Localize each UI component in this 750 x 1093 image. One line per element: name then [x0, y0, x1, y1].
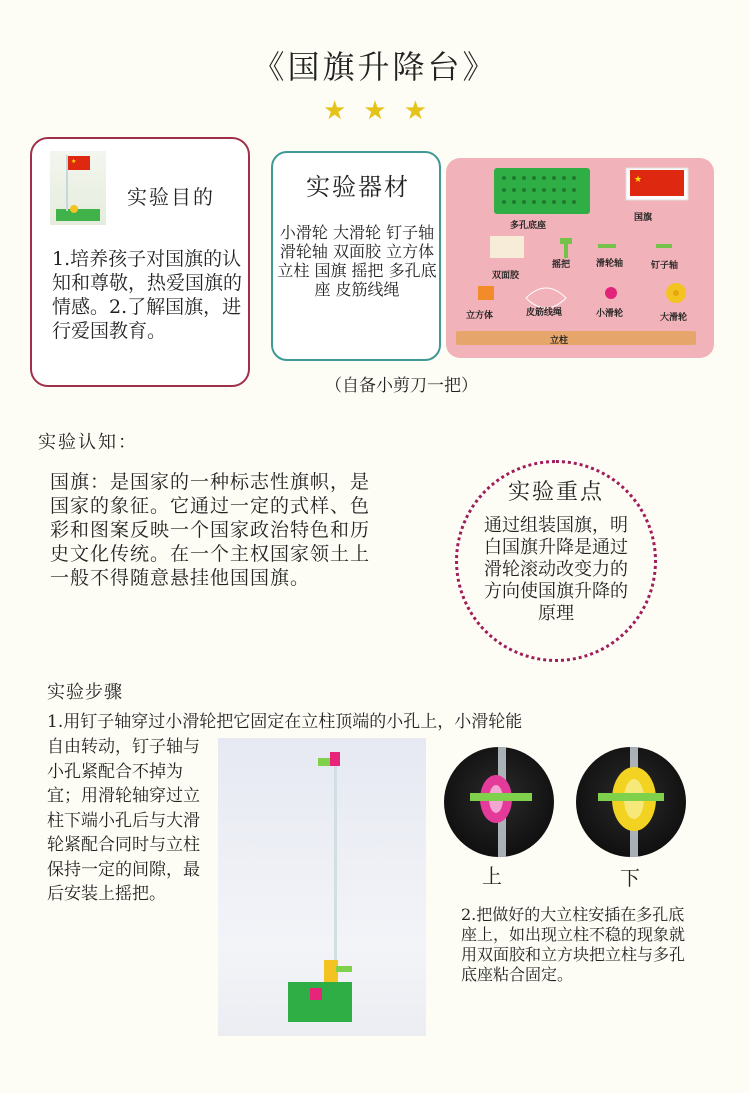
label-lower: 下	[620, 866, 640, 890]
materials-list: 小滑轮 大滑轮 钉子轴 滑轮轴 双面胶 立方体 立柱 国旗 摇把 多孔底座 皮筋线绳	[277, 223, 437, 299]
step1-text-continued: 自由转动，钉子轴与小孔紧配合不掉为宜；用滑轮轴穿过立柱下端小孔后与大滑轮紧配合同时与立柱保持一定的间隙，最后安装上摇把。	[47, 737, 200, 904]
cognition-text: 国旗：是国家的一种标志性旗帜，是国家的象征。它通过一定的式样、色彩和图案反映一个国家政治特色和历史文化传统。在一个主权国家领土上一般不得随意悬挂他国国旗。	[50, 471, 371, 589]
purpose-heading: 实验目的	[127, 185, 215, 209]
star-icon: ★	[403, 96, 428, 126]
kit-label-handle: 摇把	[552, 260, 571, 270]
kit-label-large-pulley: 大滑轮	[660, 313, 688, 323]
kit-label-cube: 立方体	[466, 311, 494, 321]
flag-stand-thumbnail	[50, 151, 106, 225]
page-title: 《国旗升降台》	[252, 48, 498, 86]
kit-label-pole: 立柱	[550, 336, 569, 346]
step1-text-line: 1.用钉子轴穿过小滑轮把它固定在立柱顶端的小孔上，小滑轮能	[47, 712, 523, 732]
focus-circle	[455, 460, 657, 662]
kit-label-nail-axle: 钉子轴	[651, 261, 679, 271]
kit-label-flag: 国旗	[634, 213, 653, 223]
kit-label-rope: 皮筋线绳	[526, 308, 563, 318]
focus-text: 通过组装国旗，明白国旗升降是通过滑轮滚动改变力的方向使国旗升降的原理	[484, 515, 628, 624]
svg-text:★: ★	[71, 158, 77, 165]
cognition-heading: 实验认知：	[38, 432, 138, 453]
star-icon: ★	[322, 96, 347, 126]
kit-label-small-pulley: 小滑轮	[596, 309, 624, 319]
materials-heading: 实验器材	[306, 173, 410, 201]
star-icon: ★	[363, 96, 387, 126]
assembly-photo	[218, 738, 426, 1036]
steps-heading: 实验步骤	[47, 682, 123, 703]
kit-photo	[446, 158, 714, 358]
purpose-text: 1.培养孩子对国旗的认知和尊敬，热爱国旗的情感。2.了解国旗，进行爱国教育。	[52, 248, 243, 342]
label-upper: 上	[482, 864, 502, 888]
kit-label-pulley-axle: 滑轮轴	[596, 259, 624, 269]
focus-heading: 实验重点	[507, 480, 604, 505]
upper-pulley-photo	[444, 747, 554, 857]
difficulty-stars	[0, 96, 750, 126]
purpose-card	[30, 137, 250, 387]
svg-text:★: ★	[634, 175, 643, 185]
materials-card	[271, 151, 441, 361]
kit-label-base: 多孔底座	[510, 221, 547, 231]
kit-label-tape: 双面胶	[492, 271, 520, 281]
materials-note: （自备小剪刀一把）	[325, 376, 478, 396]
step2-text: 2.把做好的大立柱安插在多孔底座上，如出现立柱不稳的现象就用双面胶和立方块把立柱与多孔底座粘合固定。	[461, 905, 686, 984]
lower-pulley-photo	[576, 747, 686, 857]
